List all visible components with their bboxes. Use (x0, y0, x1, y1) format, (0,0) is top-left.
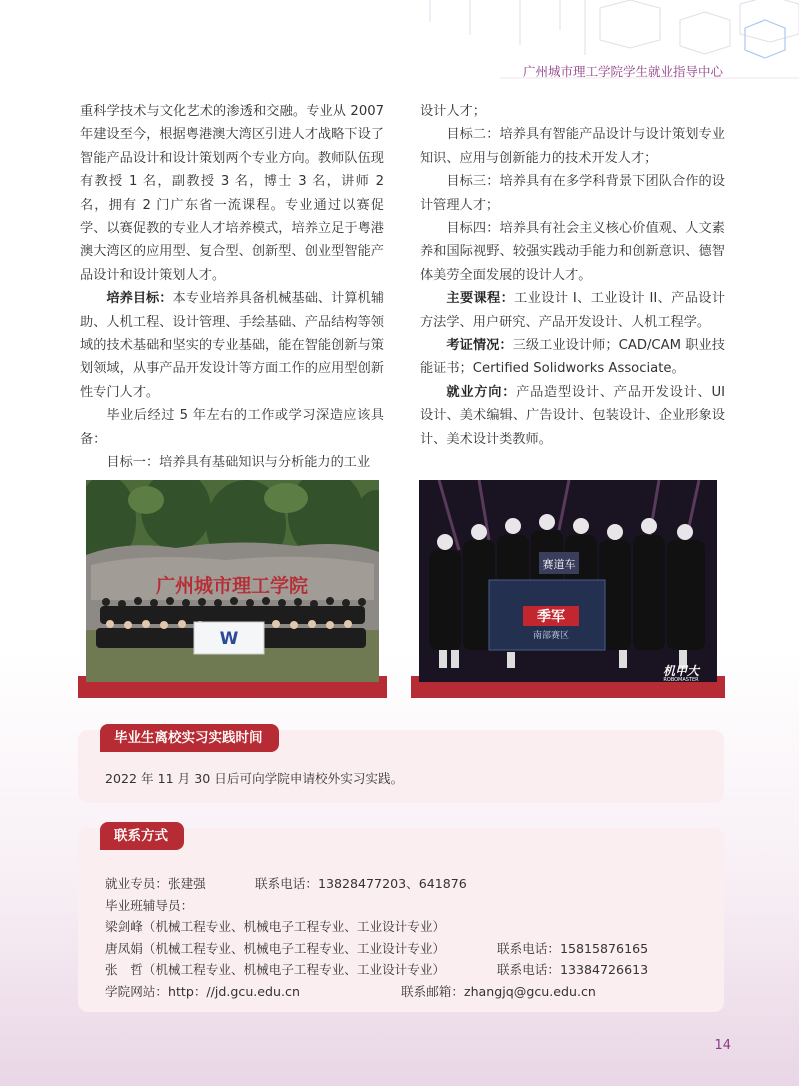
left-column (80, 100, 384, 475)
goal-3-paragraph: 目标三：培养具有在多学科背景下团队合作的设计管理人才； (420, 174, 725, 213)
training-goal-label: 培养目标： (106, 291, 173, 307)
courses-text: 工业设计 I、工业设计 II、产品设计方法学、用户研究、产品开发设计、人机工程学。 (420, 291, 726, 330)
team-photo-competition (411, 480, 725, 696)
counselor-1: 梁剑峰（机械工程专业、机械电子工程专业、工业设计专业） (105, 919, 446, 935)
robomaster-logo: 机甲大 (662, 664, 700, 678)
left-paragraph-3: 毕业后经过 5 年左右的工作或学习深造应该具备： (80, 408, 384, 447)
contact-row-web (105, 981, 705, 1003)
courses-label: 主要课程： (446, 291, 515, 307)
left-paragraph-4: 目标一：培养具有基础知识与分析能力的工业 (106, 455, 371, 471)
contact-email[interactable]: 联系邮箱：zhangjq@gcu.edu.cn (401, 983, 596, 999)
career-text: 产品造型设计、产品开发设计、UI 设计、美术编辑、广告设计、包装设计、企业形象设计、美术设计类教师。 (420, 384, 726, 447)
officer-name: 就业专员：张建强 (105, 876, 206, 891)
certificates-label: 考证情况： (446, 338, 513, 354)
career-paragraph (420, 381, 725, 451)
contact-row-counselor-2 (105, 938, 705, 960)
right-column (420, 100, 725, 451)
award-banner-subtext: 南部赛区 (532, 631, 570, 641)
counselor-3-phone: 联系电话：13384726613 (497, 962, 649, 978)
contact-list (105, 873, 705, 1003)
counselor-2: 唐凤娟（机械工程专业、机械电子工程专业、工业设计专业） (105, 940, 446, 956)
counselors-label: 毕业班辅导员： (105, 897, 194, 913)
contact-tag: 联系方式 (100, 822, 184, 850)
goal-2-paragraph: 目标二：培养具有智能产品设计与设计策划专业知识、应用与创新能力的技术开发人才； (420, 127, 725, 166)
contact-row-counselor-1 (105, 916, 705, 938)
award-banner-text: 季军 (537, 609, 565, 625)
courses-paragraph (420, 287, 725, 334)
contact-row-counselor-3 (105, 959, 705, 981)
officer-phone: 联系电话：13828477203、641876 (255, 876, 467, 891)
contact-section (78, 828, 724, 1012)
internship-tag: 毕业生离校实习实践时间 (100, 724, 279, 752)
certificates-text: 三级工业设计师；CAD/CAM 职业技能证书；Certified Solidworks Associate。 (420, 338, 725, 377)
left-paragraph-1: 重科学技术与文化艺术的渗透和交融。专业从 2007 年建设至今，根据粤港澳大湾区引进人才战略下设了智能产品设计和设计策划两个专业方向。教师队伍现有教授 1 名，副教授 3 名，博士 3 名，讲师 2 名，拥有 2 门广东省一流课程。专业通过以赛促学、以赛促教的专业人才培养模式，培养立足于粤港澳大湾区的应用型、复合型、创新型、创业型智能产品设计和设计策划人才。 (80, 104, 384, 283)
right-paragraph-1: 设计人才； (420, 104, 486, 119)
robomaster-logo-sub: ROBOMASTER (663, 677, 699, 682)
internship-text: 2022 年 11 月 30 日后可向学院申请校外实习实践。 (105, 771, 404, 786)
counselor-2-phone: 联系电话：15815876165 (497, 940, 649, 956)
career-label: 就业方向： (446, 384, 517, 400)
team-flag-text: 赛道车 (542, 558, 576, 571)
competition-photo-image (419, 480, 717, 682)
training-goal-text: 本专业培养具备机械基础、计算机辅助、人机工程、设计管理、手绘基础、产品结构等领域的技术基础和坚实的专业基础，能在智能创新与策划领域，从事产品开发设计等方面工作的应用型创新性专门人才。 (80, 291, 385, 400)
training-goal-paragraph (80, 287, 384, 404)
internship-section (78, 730, 724, 803)
counselor-3: 张 哲（机械工程专业、机械电子工程专业、工业设计专业） (105, 962, 446, 978)
college-website[interactable]: 学院网站：http：//jd.gcu.edu.cn (105, 983, 300, 999)
campus-stone-sign: 广州城市理工学院 (155, 575, 309, 597)
contact-row-counselors-label (105, 895, 705, 917)
page-number: 14 (714, 1038, 731, 1053)
header-title: 广州城市理工学院学生就业指导中心 (522, 64, 723, 79)
group-photo-campus (78, 480, 387, 696)
svg-text:W: W (219, 629, 239, 649)
goal-4-paragraph: 目标四：培养具有社会主义核心价值观、人文素养和国际视野、较强实践动手能力和创新意识、德智体美劳全面发展的设计人才。 (420, 221, 725, 283)
certificates-paragraph (420, 334, 725, 381)
campus-photo-image (86, 480, 379, 682)
contact-row-officer (105, 873, 705, 895)
